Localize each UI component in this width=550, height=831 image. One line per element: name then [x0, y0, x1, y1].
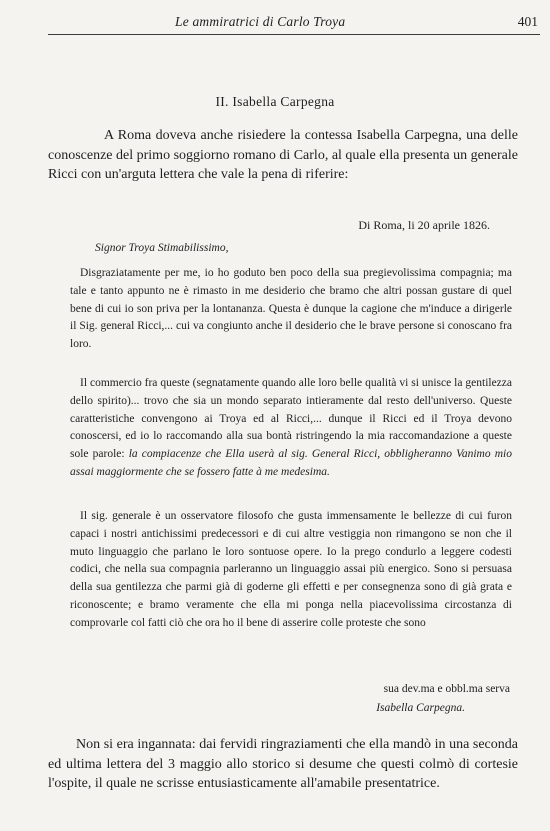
letter-paragraph-2: [70, 375, 512, 482]
letter-paragraph-3: Il sig. generale è un osservatore filosofo che gusta immensamente le bellezze di cui furon capaci i nostri antichissimi predecessori e di cui altre vestiggia non rimangono se non che il muto linguaggio che parlano le loro sontuose opere. Io la prego condurlo a leggere codesti codici, che nella sua compagnia parleranno un linguaggio assai più energico. Sono si persuasa della sua gentilezza che parmi già di goderne gli effetti e per consegnenza sono di già grata e riconoscente; e bramo veramente che ella mi ponga nella piacevolissima circostanza di comprovarle col fatti ciò che ora ho il bene di asserire colle proteste che sono: [70, 510, 512, 629]
intro-paragraph: A Roma doveva anche risiedere la contessa Isabella Carpegna, una delle conoscenze del primo soggiorno romano di Carlo, al quale ella presenta un generale Ricci con un'arguta lettera che vale la pena di riferire:: [48, 128, 518, 182]
letter-paragraph-1: Disgraziatamente per me, io ho goduto ben poco della sua pregievolissima compagnia; ma tale e tanto appunto ne è rimasto in me desiderio che bramo che altri possan gustare di quel bene di cui io son priva per la lontananza. Questa è dunque la cagione che m'induce a dirigerle il Sig. general Ricci,... cui va congiunto anche il desiderio che le brave persone si conoscano fra loro.: [70, 267, 512, 351]
running-title: Le ammiratrici di Carlo Troya: [175, 14, 346, 29]
letter-date: Di Roma, li 20 aprile 1826.: [358, 218, 490, 232]
letter-paragraph-2-text: Il commercio fra queste (segnatamente quando alle loro belle qualità vi si unisce la gentilezza dello spirito)... trovo che sia un mondo separato intieramente dal resto dell'universo. Queste caratteristiche convengono ai Troya ed al Ricci,... dunque il Ricci ed il Troya devono conoscersi, ed io lo raccomando alla sua bontà ristringendo la mia raccomandazione a queste sole parole:: [70, 377, 512, 461]
letter-paragraph-2-italic: la compiacenze che Ella userà al sig. General Ricci, obbligheranno Vanimo mio assai maggiormente che se fossero fatte à me medesima.: [70, 448, 512, 478]
header-rule: [48, 34, 540, 35]
outro-paragraph: Non si era ingannata: dai fervidi ringraziamenti che ella mandò in una seconda ed ultima lettera del 3 maggio allo storico si desume che questi colmò di cortesie l'ospite, il quale ne scrisse entusiasticamente all'amabile presentatrice.: [48, 737, 518, 791]
letter-closing: sua dev.ma e obbl.ma serva: [383, 683, 510, 695]
letter-salutation: Signor Troya Stimabilissimo,: [95, 242, 229, 254]
page-number: 401: [517, 14, 538, 29]
letter-signature: Isabella Carpegna.: [376, 702, 465, 714]
section-title: II. Isabella Carpegna: [215, 94, 335, 109]
